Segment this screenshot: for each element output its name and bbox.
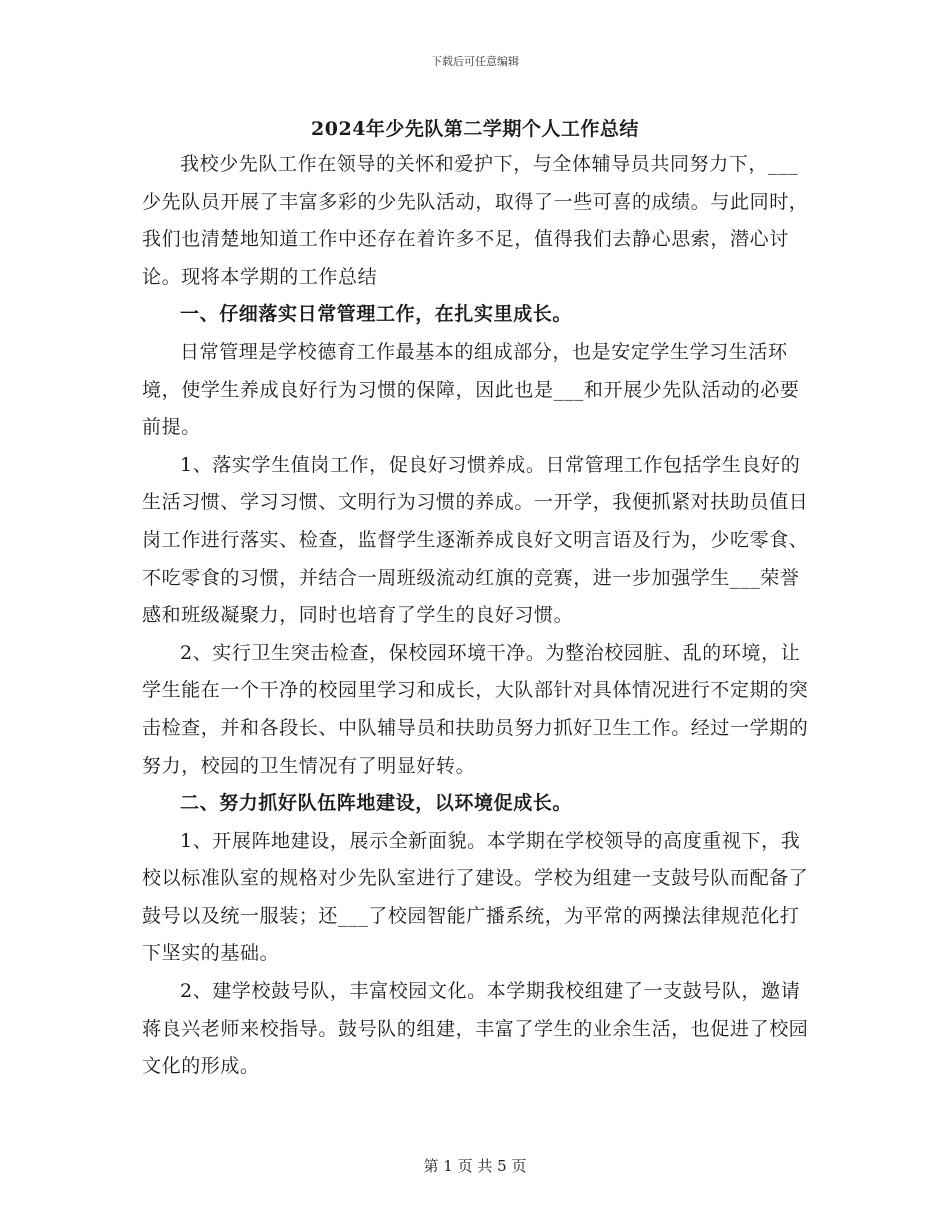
document-title: 2024年少先队第二学期个人工作总结: [311, 118, 639, 140]
section-heading-2: 二、努力抓好队伍阵地建设，以环境促成长。: [180, 792, 573, 815]
body-paragraph: 日常管理是学校德育工作最基本的组成部分，也是安定学生学习生活环境，使学生养成良好行为习惯的保障，因此也是___和开展少先队活动的必要前提。: [142, 340, 800, 439]
body-paragraph: 2、建学校鼓号队，丰富校园文化。本学期我校组建了一支鼓号队，邀请蒋良兴老师来校指导。鼓号队的组建，丰富了学生的业余生活，也促进了校园文化的形成。: [142, 980, 809, 1078]
section-heading-1: 一、仔细落实日常管理工作，在扎实里成长。: [180, 303, 573, 326]
document-body: [142, 146, 810, 1086]
body-paragraph: 1、开展阵地建设，展示全新面貌。本学期在学校领导的高度重视下，我校以标准队室的规格对少先队室进行了建设。学校为组建一支鼓号队而配备了鼓号以及统一服装；还___了校园智能广播系统，为平常的两操法律规范化打下坚实的基础。: [142, 829, 809, 965]
body-paragraph: 1、落实学生值岗工作，促良好习惯养成。日常管理工作包括学生良好的生活习惯、学习习惯、文明行为习惯的养成。一开学，我便抓紧对扶助员值日岗工作进行落实、检查，监督学生逐渐养成良好文明言语及行为，少吃零食、不吃零食的习惯，并结合一周班级流动红旗的竞赛，进一步加强学生___荣誉感和班级凝聚力，同时也培育了学生的良好习惯。: [142, 453, 809, 627]
intro-paragraph: 我校少先队工作在领导的关怀和爱护下，与全体辅导员共同努力下，___少先队员开展了丰富多彩的少先队活动，取得了一些可喜的成绩。与此同时，我们也清楚地知道工作中还存在着许多不足，值得我们去静心思索，潜心讨论。现将本学期的工作总结: [142, 153, 809, 288]
body-paragraph: 2、实行卫生突击检查，保校园环境干净。为整治校园脏、乱的环境，让学生能在一个干净的校园里学习和成长，大队部针对具体情况进行不定期的突击检查，并和各段长、中队辅导员和扶助员努力抓好卫生工作。经过一学期的努力，校园的卫生情况有了明显好转。: [142, 641, 809, 777]
page-footer: 第 1 页 共 5 页: [423, 1157, 527, 1175]
header-note: 下载后可任意编辑: [431, 55, 519, 68]
